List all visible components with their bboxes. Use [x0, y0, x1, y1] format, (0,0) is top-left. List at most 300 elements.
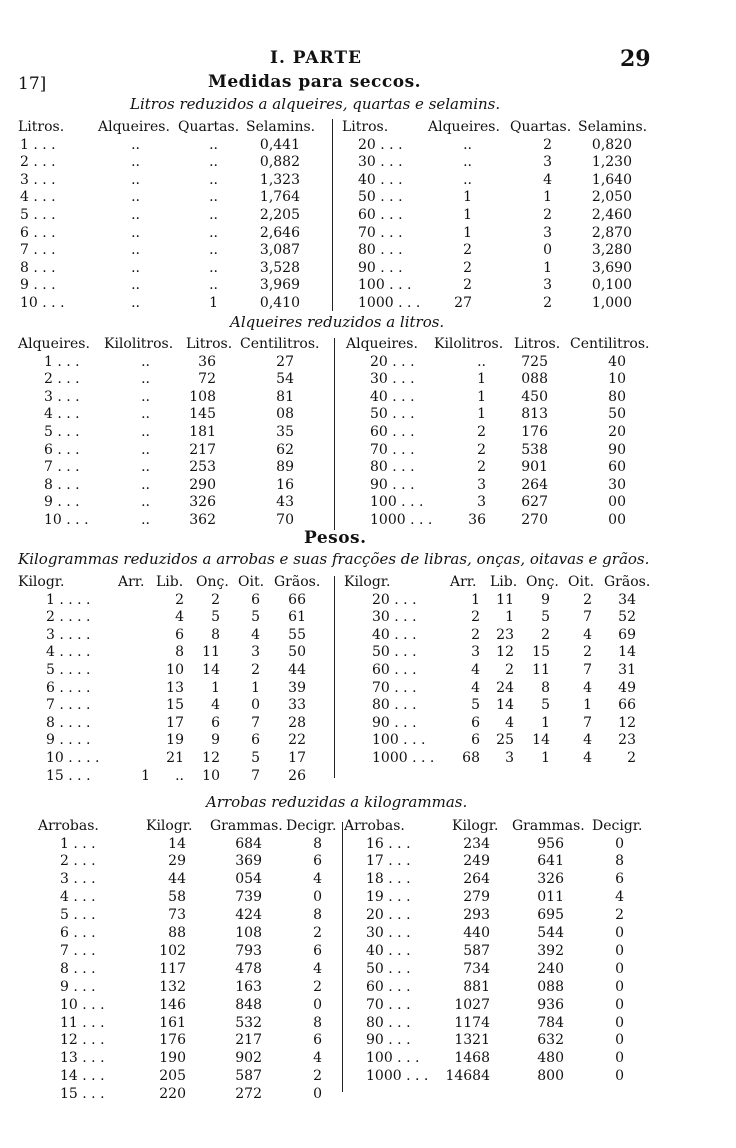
table-cell: .. [463, 171, 472, 188]
table-cell: 15 [532, 644, 550, 661]
table-cell: 27 [276, 353, 294, 370]
table-cell: 5 [471, 697, 480, 714]
col-header: Centilitros. [570, 336, 650, 352]
table-cell: 3 [477, 494, 486, 511]
table-cell: 62 [276, 441, 294, 458]
table-cell: 00 [608, 494, 626, 511]
table-cell: 6 [251, 732, 260, 749]
table-cell: 739 [235, 889, 262, 906]
table-cell: 587 [235, 1068, 262, 1085]
table-cell: 4 [471, 661, 480, 678]
table-cell: 5 . . . . [46, 661, 91, 678]
table-cell: 3 [505, 749, 514, 766]
table-cell: 1000 . . . [372, 749, 435, 766]
table-cell: 1 [209, 294, 218, 311]
table-row [0, 853, 736, 871]
table-cell: .. [141, 459, 150, 476]
table-cell: .. [209, 259, 218, 276]
col-header: Decigr. [592, 818, 643, 834]
table-cell: 684 [235, 835, 262, 852]
table-cell: 8 . . . [44, 476, 80, 493]
table-cell: 176 [159, 1032, 186, 1049]
table-row [0, 715, 736, 733]
table-cell: 6 [615, 871, 624, 888]
table-row [0, 889, 736, 907]
table-cell: 5 [541, 697, 550, 714]
table-cell: 34 [618, 591, 636, 608]
table-cell: 69 [618, 626, 636, 643]
table-cell: 2 [505, 661, 514, 678]
table-row [0, 1050, 736, 1068]
table-cell: 60 . . . [370, 423, 415, 440]
table-row [0, 644, 736, 662]
pesos-title: Pesos. [304, 528, 367, 548]
table-cell: 30 . . . [366, 925, 411, 942]
table-cell: 2,870 [591, 224, 632, 241]
table-cell: 2 [175, 591, 184, 608]
table-cell: 641 [537, 853, 564, 870]
table-cell: 73 [168, 907, 186, 924]
table-cell: 734 [463, 960, 490, 977]
column-divider [334, 576, 335, 778]
table-cell: 6 [471, 732, 480, 749]
table-cell: 25 [496, 732, 514, 749]
table-cell: 22 [288, 732, 306, 749]
table-cell: .. [141, 423, 150, 440]
table-row [0, 172, 736, 190]
table-cell: 90 . . . [358, 259, 403, 276]
table-cell: .. [477, 353, 486, 370]
table-cell: 60 . . . [366, 978, 411, 995]
table-cell: 5 [541, 609, 550, 626]
table-cell: 190 [159, 1050, 186, 1067]
table-cell: 2 [541, 626, 550, 643]
table-cell: 3 [471, 644, 480, 661]
table-cell: 4 . . . [60, 889, 96, 906]
table-cell: 8 . . . [20, 259, 56, 276]
column-divider [332, 119, 333, 311]
table-cell: 8 [541, 679, 550, 696]
table-cell: 7 [251, 767, 260, 784]
table-cell: 43 [276, 494, 294, 511]
table-cell: 7 . . . [60, 942, 96, 959]
table-cell: 14684 [445, 1068, 490, 1085]
table-cell: 89 [276, 459, 294, 476]
table-cell: .. [131, 294, 140, 311]
table-cell: 8 [313, 907, 322, 924]
kilogrammas-table [0, 574, 736, 785]
col-header: Kilogr. [452, 818, 499, 834]
table-cell: 50 . . . [366, 960, 411, 977]
table-cell: 2 [313, 925, 322, 942]
table-row [0, 979, 736, 997]
table-cell: .. [131, 224, 140, 241]
table-row [0, 189, 736, 207]
col-header: Litros. [514, 336, 561, 352]
table-cell: 1174 [454, 1014, 490, 1031]
table-cell: 44 [288, 661, 306, 678]
table-cell: 20 . . . [372, 591, 417, 608]
table-cell: 0 [615, 925, 624, 942]
table-cell: 901 [521, 459, 548, 476]
table-cell: 9 [211, 732, 220, 749]
table-cell: 1 [463, 189, 472, 206]
litros-table [0, 119, 736, 313]
table-cell: 11 [532, 661, 550, 678]
table-cell: 90 . . . [370, 476, 415, 493]
table-cell: 264 [463, 871, 490, 888]
table-cell: 81 [276, 388, 294, 405]
table-cell: 102 [159, 942, 186, 959]
table-cell: 7 . . . [44, 459, 80, 476]
table-cell: 088 [537, 978, 564, 995]
table-row [0, 943, 736, 961]
table-cell: 10 . . . [20, 294, 65, 311]
table-cell: 2 [583, 644, 592, 661]
table-cell: .. [131, 277, 140, 294]
table-row [0, 1068, 736, 1086]
table-cell: 0 [313, 889, 322, 906]
table-cell: 19 . . . [366, 889, 411, 906]
table-cell: 5 [251, 609, 260, 626]
table-cell: 50 [608, 406, 626, 423]
table-row [0, 680, 736, 698]
table-row [0, 592, 736, 610]
table-cell: 6 [471, 714, 480, 731]
table-cell: 181 [189, 423, 216, 440]
table-cell: 5 . . . [60, 907, 96, 924]
table-cell: 9 [541, 591, 550, 608]
col-header: Quartas. [178, 119, 240, 135]
table-cell: 2 [477, 423, 486, 440]
table-cell: 956 [537, 835, 564, 852]
table-cell: 293 [463, 907, 490, 924]
table-cell: 4 [211, 697, 220, 714]
column-divider [334, 338, 335, 530]
table-cell: 8 [313, 835, 322, 852]
table-cell: 217 [189, 441, 216, 458]
table-cell: 1 [211, 679, 220, 696]
table-cell: 80 [608, 388, 626, 405]
table-cell: 2 [463, 242, 472, 259]
table-cell: 326 [189, 494, 216, 511]
table-cell: 587 [463, 942, 490, 959]
table-cell: 0 [615, 1050, 624, 1067]
table-cell: 3,280 [591, 242, 632, 259]
table-cell: 6 [313, 942, 322, 959]
table-cell: 1 [541, 749, 550, 766]
table-cell: 0 [615, 942, 624, 959]
table-cell: 440 [463, 925, 490, 942]
table-cell: 176 [521, 423, 548, 440]
table-cell: 1,323 [259, 171, 300, 188]
table-cell: 392 [537, 942, 564, 959]
table-cell: 9 . . . [44, 494, 80, 511]
table-row [0, 871, 736, 889]
table-cell: .. [131, 136, 140, 153]
col-header: Quartas. [510, 119, 572, 135]
table-cell: 4 [313, 960, 322, 977]
table-cell: 1 . . . . [46, 591, 91, 608]
table-cell: 40 [608, 353, 626, 370]
alqueires-subtitle: Alqueires reduzidos a litros. [230, 313, 445, 331]
table-cell: 28 [288, 714, 306, 731]
table-cell: 0 [615, 1014, 624, 1031]
table-cell: 145 [189, 406, 216, 423]
table-cell: 8 [615, 853, 624, 870]
table-cell: 902 [235, 1050, 262, 1067]
table-row [0, 207, 736, 225]
table-cell: 2 [543, 294, 552, 311]
table-cell: 1 [583, 697, 592, 714]
table-cell: 1000 . . . [358, 294, 421, 311]
table-row [0, 750, 736, 768]
table-cell: 14 [532, 732, 550, 749]
table-cell: 80 . . . [366, 1014, 411, 1031]
table-cell: 6 [313, 1032, 322, 1049]
col-header: Centilitros. [240, 336, 320, 352]
table-cell: 272 [235, 1086, 262, 1103]
table-cell: 27 [454, 294, 472, 311]
table-row [0, 768, 736, 786]
table-cell: 2 [627, 749, 636, 766]
table-cell: 10 . . . [60, 996, 105, 1013]
table-row [0, 609, 736, 627]
table-cell: 253 [189, 459, 216, 476]
table-cell: 450 [521, 388, 548, 405]
col-header: Grammas. [512, 818, 585, 834]
table-cell: 23 [618, 732, 636, 749]
col-header: Lib. [156, 574, 184, 590]
table-cell: 7 [583, 714, 592, 731]
table-cell: 163 [235, 978, 262, 995]
table-cell: 538 [521, 441, 548, 458]
table-cell: 2 . . . [44, 371, 80, 388]
table-cell: 108 [189, 388, 216, 405]
table-cell: 2 [313, 978, 322, 995]
table-cell: 16 . . . [366, 835, 411, 852]
col-header: Litros. [342, 119, 389, 135]
table-cell: 2 . . . . [46, 609, 91, 626]
table-cell: 1 [543, 259, 552, 276]
table-cell: 31 [618, 661, 636, 678]
table-cell: 132 [159, 978, 186, 995]
table-cell: 2 [471, 626, 480, 643]
table-row [0, 925, 736, 943]
table-cell: 7 [583, 609, 592, 626]
table-row [0, 154, 736, 172]
table-cell: 10 [202, 767, 220, 784]
table-cell: 088 [521, 371, 548, 388]
table-cell: 0 [615, 835, 624, 852]
table-row [0, 1032, 736, 1050]
table-cell: 632 [537, 1032, 564, 1049]
table-cell: .. [141, 494, 150, 511]
table-cell: 695 [537, 907, 564, 924]
table-cell: 1 [477, 406, 486, 423]
table-cell: .. [141, 476, 150, 493]
table-cell: 6 . . . . [46, 679, 91, 696]
table-cell: 1 [141, 767, 150, 784]
table-cell: 55 [288, 626, 306, 643]
table-cell: 011 [537, 889, 564, 906]
table-cell: 4 [175, 609, 184, 626]
table-cell: 3 . . . [20, 171, 56, 188]
table-cell: .. [141, 441, 150, 458]
table-cell: 100 . . . [366, 1050, 420, 1067]
table-cell: 19 [166, 732, 184, 749]
col-header: Kilolitros. [104, 336, 174, 352]
table-cell: 4 [505, 714, 514, 731]
table-cell: 3 . . . . [46, 626, 91, 643]
table-cell: 240 [537, 960, 564, 977]
table-cell: 12 [202, 749, 220, 766]
table-cell: 20 . . . [358, 136, 403, 153]
table-cell: 0 [313, 996, 322, 1013]
table-cell: 0 [615, 996, 624, 1013]
table-row [0, 406, 736, 424]
table-cell: .. [209, 242, 218, 259]
table-cell: 5 [251, 749, 260, 766]
arrobas-table [0, 818, 736, 1104]
table-cell: 3 . . . [44, 388, 80, 405]
table-row [0, 225, 736, 243]
table-cell: 50 . . . [372, 644, 417, 661]
table-cell: 0,882 [259, 154, 300, 171]
table-cell: 544 [537, 925, 564, 942]
table-cell: .. [209, 154, 218, 171]
table-cell: 14 [618, 644, 636, 661]
page-number: 29 [620, 46, 651, 72]
table-cell: 66 [618, 697, 636, 714]
table-cell: 108 [235, 925, 262, 942]
table-cell: 9 . . . . [46, 732, 91, 749]
table-cell: 6 . . . [20, 224, 56, 241]
table-cell: 2 [463, 277, 472, 294]
table-cell: 80 . . . [372, 697, 417, 714]
table-cell: 68 [462, 749, 480, 766]
table-cell: 40 . . . [372, 626, 417, 643]
table-cell: 14 . . . [60, 1068, 105, 1085]
table-cell: 50 . . . [358, 189, 403, 206]
table-cell: 72 [198, 371, 216, 388]
table-cell: 4 [583, 679, 592, 696]
table-cell: 054 [235, 871, 262, 888]
col-header: Arrobas. [38, 818, 99, 834]
table-cell: .. [141, 406, 150, 423]
table-cell: 90 . . . [372, 714, 417, 731]
col-header: Arr. [450, 574, 477, 590]
table-row [0, 477, 736, 495]
col-header: Alqueires. [98, 119, 170, 135]
table-cell: 784 [537, 1014, 564, 1031]
table-cell: 49 [618, 679, 636, 696]
table-cell: 270 [521, 511, 548, 528]
table-cell: 2,205 [259, 206, 300, 223]
table-cell: 1,640 [591, 171, 632, 188]
table-cell: 1 . . . [60, 835, 96, 852]
table-cell: 30 [608, 476, 626, 493]
table-cell: 800 [537, 1068, 564, 1085]
col-header: Grãos. [274, 574, 321, 590]
part-heading: I. PARTE [270, 48, 362, 68]
table-row [0, 732, 736, 750]
alqueires-table [0, 336, 736, 530]
table-cell: 4 [543, 171, 552, 188]
table-cell: 50 [288, 644, 306, 661]
table-cell: .. [175, 767, 184, 784]
table-cell: 279 [463, 889, 490, 906]
table-cell: 146 [159, 996, 186, 1013]
table-cell: 70 . . . [358, 224, 403, 241]
table-cell: 3,690 [591, 259, 632, 276]
table-cell: 0 [313, 1086, 322, 1103]
col-header: Oit. [238, 574, 265, 590]
table-cell: 249 [463, 853, 490, 870]
table-cell: 264 [521, 476, 548, 493]
table-cell: 14 [202, 661, 220, 678]
table-cell: .. [463, 154, 472, 171]
col-header: Alqueires. [346, 336, 418, 352]
table-cell: 4 [615, 889, 624, 906]
table-cell: 58 [168, 889, 186, 906]
table-cell: 3,528 [259, 259, 300, 276]
table-cell: 17 [288, 749, 306, 766]
table-cell: .. [209, 189, 218, 206]
table-row [0, 295, 736, 313]
table-cell: 2 [251, 661, 260, 678]
table-row [0, 494, 736, 512]
table-cell: 26 [288, 767, 306, 784]
col-header: Kilogr. [18, 574, 65, 590]
table-row [0, 260, 736, 278]
table-cell: 3 [543, 224, 552, 241]
table-row [0, 277, 736, 295]
col-header: Alqueires. [18, 336, 90, 352]
table-cell: .. [141, 388, 150, 405]
table-cell: 20 [608, 423, 626, 440]
table-cell: 00 [608, 511, 626, 528]
table-cell: 4 [471, 679, 480, 696]
table-cell: 234 [463, 835, 490, 852]
table-row [0, 512, 736, 530]
table-cell: 11 . . . [60, 1014, 105, 1031]
table-cell: 1,764 [259, 189, 300, 206]
table-cell: 5 . . . [20, 206, 56, 223]
table-cell: 369 [235, 853, 262, 870]
table-cell: 2,646 [259, 224, 300, 241]
table-cell: 8 . . . . [46, 714, 91, 731]
table-cell: 2 [313, 1068, 322, 1085]
col-header: Selamins. [578, 119, 648, 135]
table-cell: 1027 [454, 996, 490, 1013]
table-cell: 4 [313, 871, 322, 888]
table-cell: 326 [537, 871, 564, 888]
table-cell: 362 [189, 511, 216, 528]
table-cell: 7 . . . [20, 242, 56, 259]
table-row [0, 459, 736, 477]
table-cell: 30 . . . [358, 154, 403, 171]
table-cell: 24 [496, 679, 514, 696]
table-cell: 6 . . . [44, 441, 80, 458]
col-header: Decigr. [286, 818, 337, 834]
col-header: Arrobas. [344, 818, 405, 834]
table-cell: 15 . . . [60, 1086, 105, 1103]
table-cell: 90 . . . [366, 1032, 411, 1049]
table-cell: 424 [235, 907, 262, 924]
litros-subtitle: Litros reduzidos a alqueires, quartas e selamins. [130, 95, 501, 113]
table-row [0, 354, 736, 372]
